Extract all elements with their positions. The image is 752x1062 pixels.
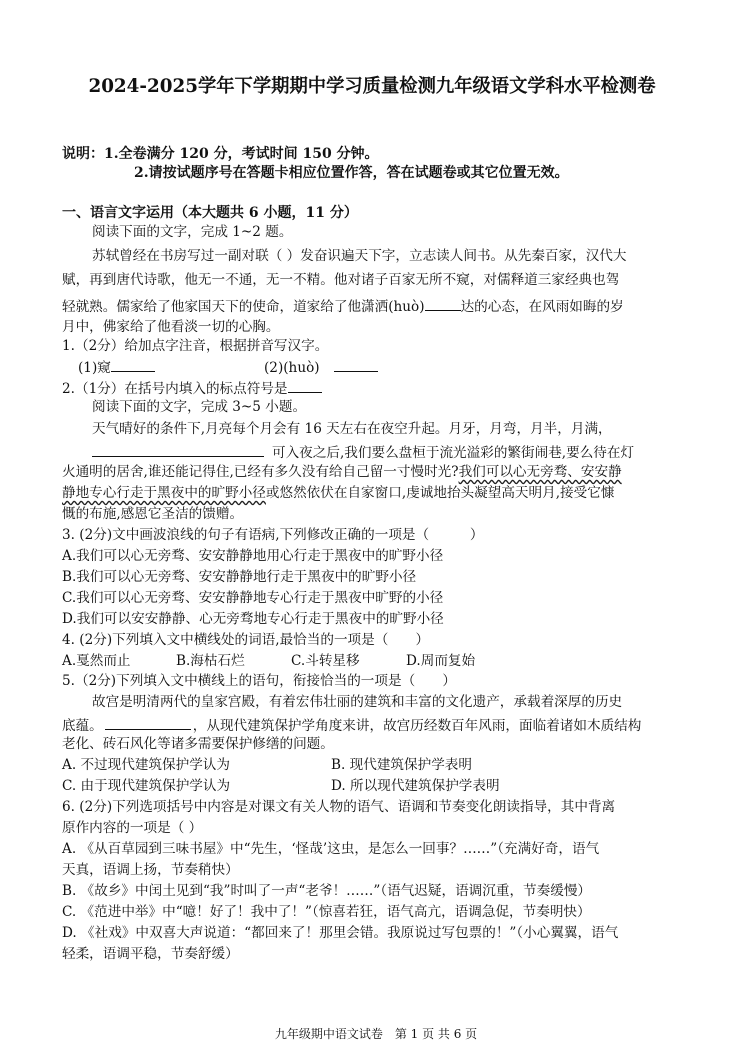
exam-title: 2024-2025学年下学期期中学习质量检测九年级语文学科水平检测卷	[88, 76, 656, 97]
question-3-option-c: C.我们可以心无旁骛、安安静静地专心行走于黑夜中旷野的小径	[62, 590, 444, 606]
question-6-option-a: A. 《从百草园到三味书屋》中“先生，‘怪哉’这虫，是怎么一回事？……”（充满好奇，语气	[62, 841, 600, 857]
question-5-passage: 故宫是明清两代的皇家宫殿，有着宏伟壮丽的建筑和丰富的文化遗产，承载着深厚的历史	[92, 694, 623, 710]
passage-2-line: 可入夜之后,我们要么盘桓于流光溢彩的繁街闹巷,要么待在灯	[92, 442, 634, 461]
question-5-option-d: D. 所以现代建筑保护学表明	[331, 778, 500, 794]
passage-1-intro: 阅读下面的文字，完成 1~2 题。	[92, 224, 293, 240]
passage-2-line: 火通明的居舍,谁还能记得住,已经有多久没有给自己留一寸慢时光?我们可以心无旁骛、安安静	[62, 464, 622, 480]
question-4-option-c: C.斗转星移	[291, 653, 360, 669]
answer-blank	[425, 296, 461, 311]
answer-blank	[92, 442, 264, 457]
question-3-stem: 3. (2分)文中画波浪线的句子有语病,下列修改正确的一项是（ ）	[62, 527, 484, 543]
question-1-stem: 1.（2分）给加点字注音，根据拼音写汉字。	[62, 338, 329, 354]
question-5-passage: 底蕴。 ，从现代建筑保护学角度来讲，故宫历经数百年风雨，面临着诸如木质结构	[62, 715, 641, 734]
answer-blank	[334, 357, 378, 372]
question-6-option-c: C. 《范进中举》中“噫！好了！我中了！”（惊喜若狂，语气高亢，语调急促，节奏明快）	[62, 904, 591, 920]
passage-2-line: 天气晴好的条件下,月亮每个月会有 16 天左右在夜空升起。月牙，月弯，月半，月满，	[92, 421, 612, 437]
question-1-part-2: (2)(huò)	[264, 357, 378, 376]
passage-2-line: 静地专心行走于黑夜中的旷野小径或悠然依伏在自家窗口,虔诚地抬头凝望高天明月,接受它慷	[62, 485, 615, 501]
answer-blank	[288, 378, 322, 393]
passage-2-line: 慨的布施,感恩它圣洁的馈赠。	[62, 506, 244, 522]
wavy-underlined-sentence: 我们可以心无旁骛、安安静	[458, 464, 622, 480]
answer-blank	[111, 357, 155, 372]
passage-1-line: 苏轼曾经在书房写过一副对联（ ）发奋识遍天下字，立志读人间书。从先秦百家，汉代大	[92, 248, 627, 264]
question-1-part-1: (1)窥	[78, 357, 155, 376]
question-6-stem: 6. (2分)下列选项括号中内容是对课文有关人物的语气、语调和节奏变化朗读指导，其中背离	[62, 799, 616, 815]
question-4-option-a: A.戛然而止	[62, 653, 131, 669]
question-5-option-b: B. 现代建筑保护学表明	[331, 757, 472, 773]
question-6-option-b: B. 《故乡》中闰土见到“我”时叫了一声“老爷！……”（语气迟疑，语调沉重，节奏缓慢）	[62, 883, 592, 899]
question-3-option-b: B.我们可以心无旁骛、安安静静地行走于黑夜中的旷野小径	[62, 569, 417, 585]
section-heading: 一、语言文字运用（本大题共 6 小题，11 分）	[62, 205, 358, 221]
question-3-option-d: D.我们可以安安静静、心无旁骛地专心行走于黑夜中的旷野小径	[62, 611, 444, 627]
answer-blank	[105, 715, 191, 730]
page-footer: 九年级期中语文试卷 第 1 页 共 6 页	[274, 1027, 478, 1041]
question-6-option-d: D. 《社戏》中双喜大声说道：“都回来了！那里会错。我原说过写包票的！”（小心翼翼，语气	[62, 925, 619, 941]
question-5-passage: 老化、砖石风化等诸多需要保护修缮的问题。	[62, 736, 334, 752]
question-4-option-d: D.周而复始	[406, 653, 476, 669]
passage-1-line: 轻就熟。儒家给了他家国天下的使命，道家给了他潇洒(huò) 达的心态，在风雨如晦的岁	[62, 296, 624, 315]
question-5-option-c: C. 由于现代建筑保护学认为	[62, 778, 231, 794]
instruction-1: 说明：1.全卷满分 120 分，考试时间 150 分钟。	[62, 146, 379, 162]
question-6-option-d-cont: 轻柔，语调平稳，节奏舒缓）	[62, 946, 239, 962]
question-5-option-a: A. 不过现代建筑保护学认为	[62, 757, 230, 773]
question-3-option-a: A.我们可以心无旁骛、安安静静地用心行走于黑夜中的旷野小径	[62, 548, 444, 564]
passage-1-line: 赋，再到唐代诗歌，他无一不通，无一不精。他对诸子百家无所不窥，对儒释道三家经典也驾	[62, 272, 620, 288]
question-4-option-b: B.海枯石烂	[176, 653, 245, 669]
question-4-stem: 4. (2分)下列填入文中横线处的词语,最恰当的一项是（ ）	[62, 632, 430, 648]
question-2-stem: 2.（1分）在括号内填入的标点符号是	[62, 378, 322, 397]
question-6-option-a-cont: 天真，语调上扬，节奏稍快）	[62, 862, 239, 878]
question-6-stem: 原作内容的一项是（ ）	[62, 820, 203, 836]
passage-1-line: 月中，佛家给了他看淡一切的心胸。	[62, 319, 280, 335]
instruction-2: 2.请按试题序号在答题卡相应位置作答，答在试题卷或其它位置无效。	[134, 165, 569, 181]
wavy-underlined-sentence: 静地专心行走于黑夜中的旷野小径	[62, 485, 266, 501]
passage-2-intro: 阅读下面的文字，完成 3~5 小题。	[92, 399, 307, 415]
question-5-stem: 5.（2分)下列填入文中横线上的语句，衔接恰当的一项是（ ）	[62, 673, 456, 689]
